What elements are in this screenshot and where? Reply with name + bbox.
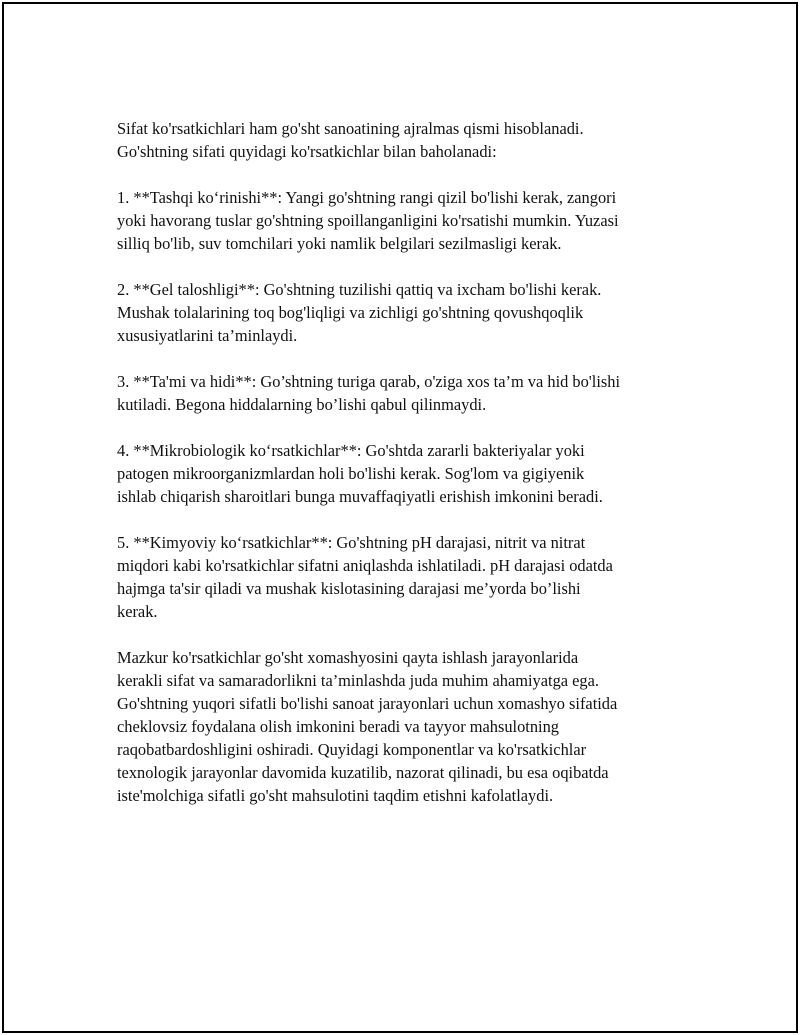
- text-line: raqobatbardoshligini oshiradi. Quyidagi komponentlar va ko'rsatkichlar: [117, 740, 587, 759]
- text-line: yoki havorang tuslar go'shtning spoillanganligini ko'rsatishi mumkin. Yuzasi: [117, 211, 619, 230]
- list-item-chemical: [117, 531, 697, 623]
- conclusion-paragraph: [117, 646, 697, 807]
- text-line: iste'molchiga sifatli go'sht mahsulotini taqdim etishni kafolatlaydi.: [117, 786, 554, 805]
- text-line: cheklovsiz foydalana olish imkonini beradi va tayyor mahsulotning: [117, 717, 559, 736]
- text-line: Mushak tolalarining toq bog'liqligi va zichligi go'shtning qovushqoqlik: [117, 303, 584, 322]
- text-line: 5. **Kimyoviy ko‘rsatkichlar**: Go'shtning pH darajasi, nitrit va nitrat: [117, 533, 586, 552]
- document-body: [117, 117, 697, 830]
- text-line: xususiyatlarini ta’minlaydi.: [117, 326, 298, 345]
- list-item-microbiological: [117, 439, 697, 508]
- text-line: kutiladi. Begona hiddalarning bo’lishi qabul qilinmaydi.: [117, 395, 487, 414]
- text-line: 4. **Mikrobiologik ko‘rsatkichlar**: Go'shtda zararli bakteriyalar yoki: [117, 441, 585, 460]
- list-item-taste-smell: [117, 370, 697, 416]
- intro-paragraph: [117, 117, 697, 163]
- text-line: silliq bo'lib, suv tomchilari yoki namlik belgilari sezilmasligi kerak.: [117, 234, 562, 253]
- text-line: 2. **Gel taloshligi**: Go'shtning tuzilishi qattiq va ixcham bo'lishi kerak.: [117, 280, 602, 299]
- list-item-appearance: [117, 186, 697, 255]
- text-line: miqdori kabi ko'rsatkichlar sifatni aniqlashda ishlatiladi. pH darajasi odatda: [117, 556, 613, 575]
- text-line: 1. **Tashqi ko‘rinishi**: Yangi go'shtning rangi qizil bo'lishi kerak, zangori: [117, 188, 617, 207]
- text-line: kerak.: [117, 602, 158, 621]
- text-line: hajmga ta'sir qiladi va mushak kislotasining darajasi me’yorda bo’lishi: [117, 579, 581, 598]
- list-item-texture: [117, 278, 697, 347]
- text-line: ishlab chiqarish sharoitlari bunga muvaffaqiyatli erishish imkonini beradi.: [117, 487, 603, 506]
- text-line: Go'shtning yuqori sifatli bo'lishi sanoat jarayonlari uchun xomashyo sifatida: [117, 694, 618, 713]
- text-line: Sifat ko'rsatkichlari ham go'sht sanoatining ajralmas qismi hisoblanadi.: [117, 119, 584, 138]
- text-line: 3. **Ta'mi va hidi**: Go’shtning turiga qarab, o'ziga xos ta’m va hid bo'lishi: [117, 372, 620, 391]
- text-line: texnologik jarayonlar davomida kuzatilib, nazorat qilinadi, bu esa oqibatda: [117, 763, 609, 782]
- text-line: Go'shtning sifati quyidagi ko'rsatkichlar bilan baholanadi:: [117, 142, 497, 161]
- text-line: Mazkur ko'rsatkichlar go'sht xomashyosini qayta ishlash jarayonlarida: [117, 648, 579, 667]
- text-line: kerakli sifat va samaradorlikni ta’minlashda juda muhim ahamiyatga ega.: [117, 671, 599, 690]
- text-line: patogen mikroorganizmlardan holi bo'lishi kerak. Sog'lom va gigiyenik: [117, 464, 585, 483]
